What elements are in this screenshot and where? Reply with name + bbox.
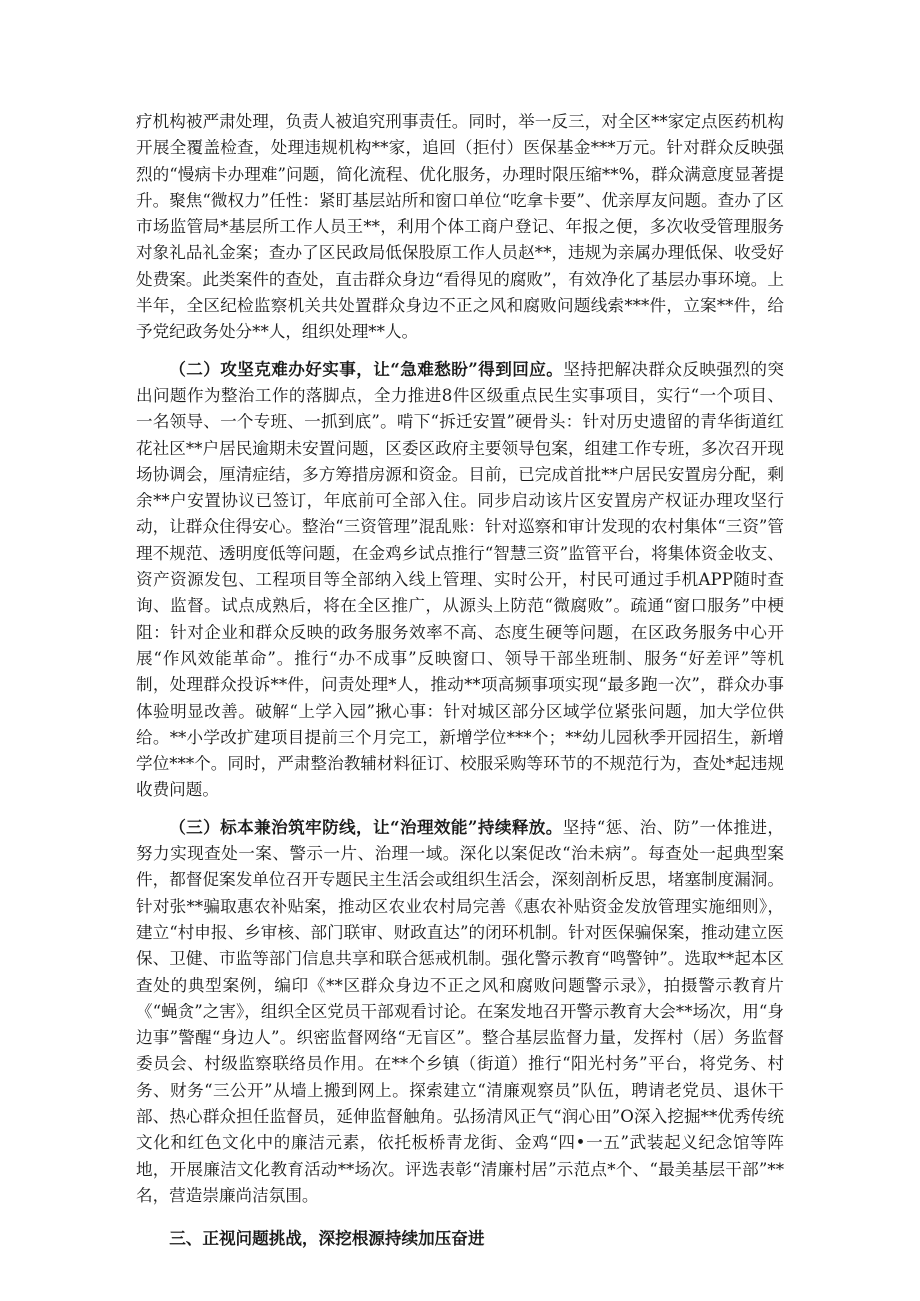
chapter-heading: 三、正视问题挑战，深挖根源持续加压奋进 (169, 1228, 485, 1249)
section-3-title: （三）标本兼治筑牢防线，让“治理效能”持续释放。 (169, 816, 563, 837)
section-2-body: 坚持把解决群众反映强烈的突出问题作为整治工作的落脚点，全力推进8件区级重点民生实事项目，实行“一个项目、一名领导、一个专班、一抓到底”。啃下“拆迁安置”硬骨头：针对历史遗留的青华街道红花社区**户居民逾期未安置问题，区委区政府主要领导包案，组建工作专班，多次召开现场协调会，厘清症结，多方筹措房源和资金。目前，已完成首批**户居民安置房分配，剩余**户安置协议已签订，年底前可全部入住。同步启动该片区安置房产权证办理攻坚行动，让群众住得安心。整治“三资管理”混乱账：针对巡察和审计发现的农村集体“三资”管理不规范、透明度低等问题，在金鸡乡试点推行“智慧三资”监管平台，将集体资金收支、资产资源发包、工程项目等全部纳入线上管理、实时公开，村民可通过手机APP随时查询、监督。试点成熟后，将在全区推广，从源头上防范“微腐败”。疏通“窗口服务”中梗阻：针对企业和群众反映的政务服务效率不高、态度生硬等问题，在区政务服务中心开展“作风效能革命”。推行“办不成事”反映窗口、领导干部坐班制、服务“好差评”等机制，处理群众投诉**件，问责处理*人，推动**项高频事项实现“最多跑一次”，群众办事体验明显改善。破解“上学入园”揪心事：针对城区部分区域学位紧张问题，加大学位供给。**小学改扩建项目提前三个月完工，新增学位***个；**幼儿园秋季开园招生，新增学位***个。同时，严肃整治教辅材料征订、校服采购等环节的不规范行为，查处*起违规收费问题。 (136, 359, 784, 800)
paragraph-section-2 (136, 356, 784, 804)
section-2-title: （二）攻坚克难办好实事，让“急难愁盼”得到回应。 (169, 358, 564, 379)
section-3-body: 坚持“惩、治、防”一体推进，努力实现查处一案、警示一片、治理一域。深化以案促改“治未病”。每查处一起典型案件，都督促案发单位召开专题民主生活会或组织生活会，深刻剖析反思，堵塞制度漏洞。针对张**骗取惠农补贴案，推动区农业农村局完善《惠农补贴资金发放管理实施细则》，建立“村申报、乡审核、部门联审、财政直达”的闭环机制。针对医保骗保案，推动建立医保、卫健、市监等部门信息共享和联合惩戒机制。强化警示教育“鸣警钟”。选取**起本区查处的典型案例，编印《**区群众身边不正之风和腐败问题警示录》，拍摄警示教育片《“蝇贪”之害》，组织全区党员干部观看讨论。在案发地召开警示教育大会**场次，用“身边事”警醒“身边人”。织密监督网络“无盲区”。整合基层监督力量，发挥村（居）务监督委员会、村级监察联络员作用。在**个乡镇（街道）推行“阳光村务”平台，将党务、村务、财务“三公开”从墙上搬到网上。探索建立“清廉观察员”队伍，聘请老党员、退休干部、热心群众担任监督员，延伸监督触角。弘扬清风正气“润心田”O深入挖掘**优秀传统文化和红色文化中的廉洁元素，依托板桥青龙街、金鸡“四•一五”武装起义纪念馆等阵地，开展廉洁文化教育活动**场次。评选表彰“清廉村居”示范点*个、“最美基层干部”**名，营造崇廉尚洁氛围。 (136, 817, 785, 1205)
paragraph-continuation: 疗机构被严肃处理，负责人被追究刑事责任。同时，举一反三，对全区**家定点医药机构开展全覆盖检查，处理违规机构**家，追回（拒付）医保基金***万元。针对群众反映强烈的“慢病卡办理难”问题，简化流程、优化服务，办理时限压缩**%，群众满意度显著提升。聚焦“微权力”任性：紧盯基层站所和窗口单位“吃拿卡要”、优亲厚友问题。查办了区市场监管局*基层所工作人员王**，利用个体工商户登记、年报之便，多次收受管理服务对象礼品礼金案；查办了区民政局低保股原工作人员赵**，违规为亲属办理低保、收受好处费案。此类案件的查处，直击群众身边“看得见的腐败”，有效净化了基层办事环境。上半年，全区纪检监察机关共处置群众身边不正之风和腐败问题线索***件，立案**件，给予党纪政务处分**人，组织处理**人。 (136, 112, 784, 342)
paragraph-gap (136, 804, 784, 814)
paragraph-gap (136, 346, 784, 356)
paragraph-section-3 (136, 814, 784, 1209)
paragraph-gap (136, 1209, 784, 1219)
